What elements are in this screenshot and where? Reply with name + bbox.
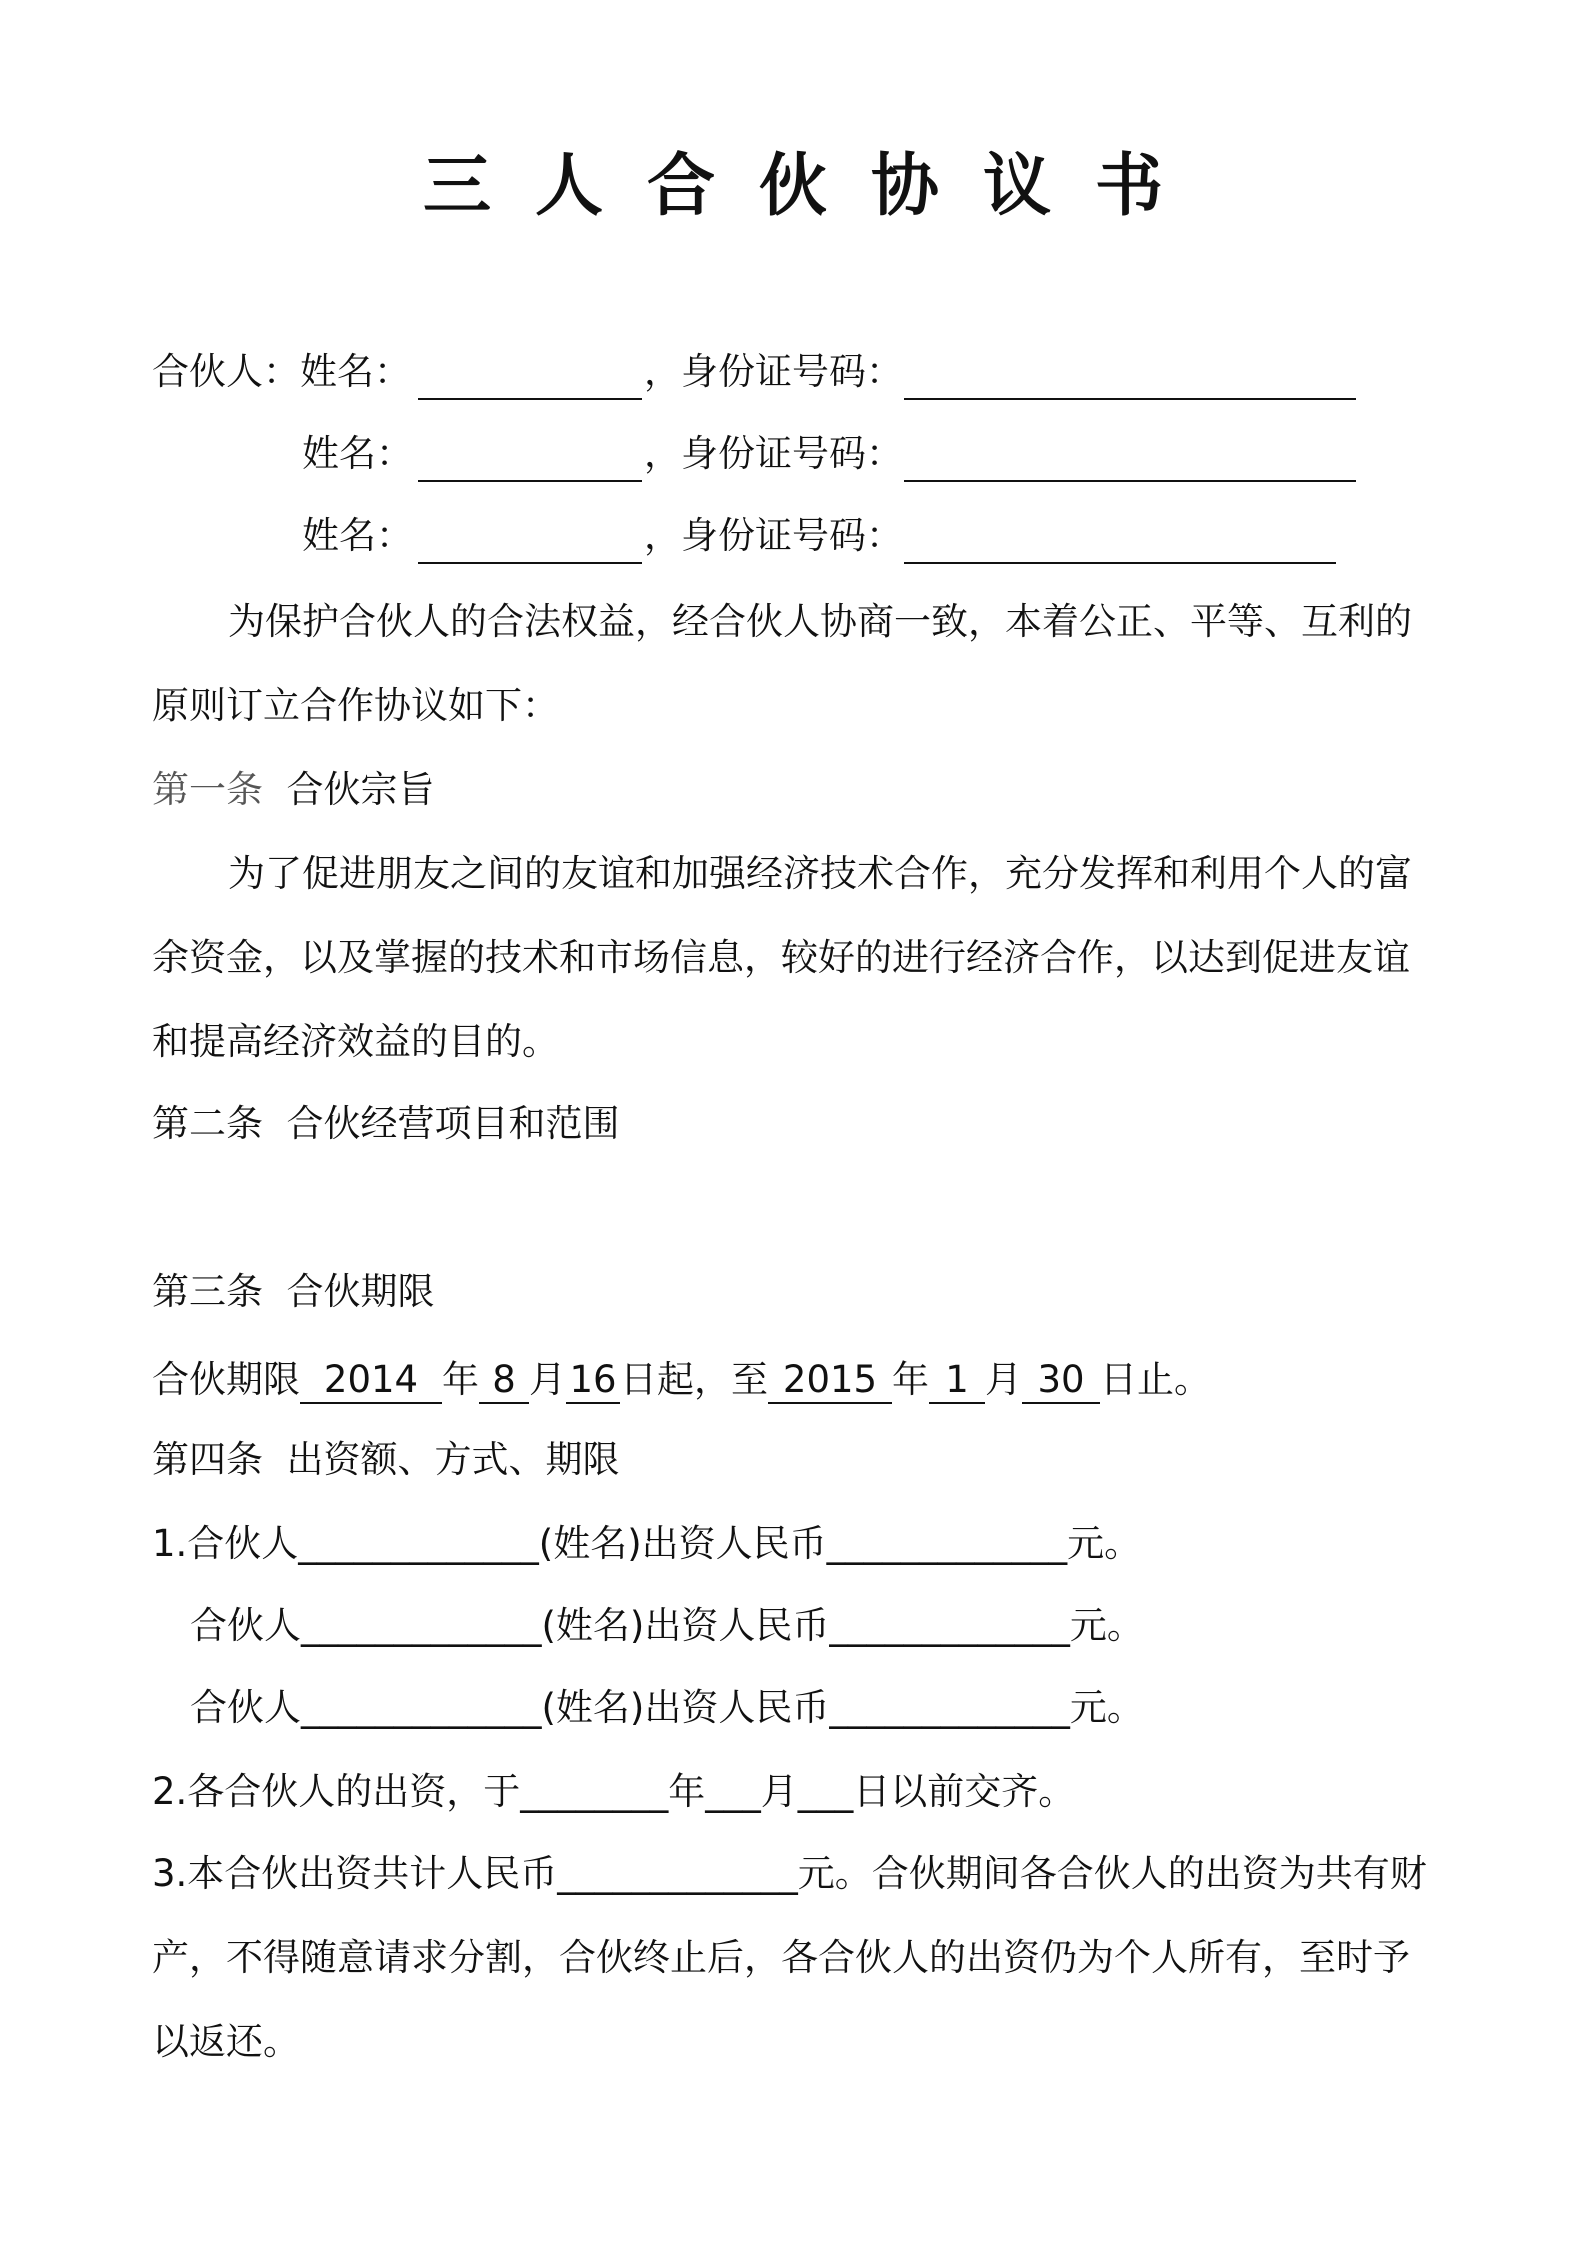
total-contribution-line-2: 产，不得随意请求分割，合伙终止后，各合伙人的出资仍为个人所有，至时予: [152, 1936, 1410, 1979]
name-label: 姓名：: [302, 432, 413, 475]
total-contribution-line-3: 以返还。: [152, 2020, 300, 2063]
article-3-heading: [152, 1266, 435, 1318]
article-1-line-3: 和提高经济效益的目的。: [152, 1020, 559, 1063]
term-prefix: 合伙期限: [152, 1358, 300, 1401]
article-1-line-1: 为了促进朋友之间的友谊和加强经济技术合作，充分发挥和利用个人的富: [228, 852, 1412, 895]
partner-1-name-blank[interactable]: [418, 358, 642, 400]
article-4-number: 第四条: [152, 1438, 263, 1481]
partner-3-name-blank[interactable]: [418, 522, 642, 564]
contribution-line-2: 合伙人_____________(姓名)出资人民币_____________元。: [190, 1604, 1144, 1647]
term-until-label: 日止。: [1100, 1358, 1211, 1401]
article-2-number: 第二条: [152, 1102, 263, 1145]
article-3-title: 合伙期限: [286, 1270, 435, 1313]
term-month-label-2: 月: [985, 1358, 1022, 1401]
contribution-line-1: 1.合伙人_____________(姓名)出资人民币_____________元。: [152, 1522, 1142, 1565]
term-start-year[interactable]: 2014: [300, 1358, 442, 1404]
partner-3-id-blank[interactable]: [904, 522, 1336, 564]
document-title: 三人合伙协议书: [422, 147, 1207, 226]
article-4-title: 出资额、方式、期限: [286, 1438, 620, 1481]
term-end-month[interactable]: 1: [929, 1358, 985, 1404]
article-4-heading: [152, 1434, 620, 1486]
article-3-number: 第三条: [152, 1270, 263, 1313]
name-label: 姓名：: [302, 514, 413, 557]
article-1-number: 第一条: [152, 768, 263, 811]
partner-2-name-blank[interactable]: [418, 440, 642, 482]
id-label: ，身份证号码：: [644, 432, 903, 475]
partner-2-id-blank[interactable]: [904, 440, 1356, 482]
id-label: ，身份证号码：: [644, 514, 903, 557]
article-1-title: 合伙宗旨: [286, 768, 435, 811]
article-2-title: 合伙经营项目和范围: [286, 1102, 620, 1145]
term-start-month[interactable]: 8: [479, 1358, 529, 1404]
article-1-line-2: 余资金，以及掌握的技术和市场信息，较好的进行经济合作，以达到促进友谊: [152, 936, 1410, 979]
article-2-heading: [152, 1098, 620, 1150]
article-1-heading: [152, 764, 435, 816]
intro-line-2: 原则订立合作协议如下：: [152, 684, 559, 727]
term-end-day[interactable]: 30: [1022, 1358, 1100, 1404]
term-from-label: 日起，至: [620, 1358, 768, 1401]
partners-label: 合伙人：: [152, 350, 300, 393]
contribution-line-3: 合伙人_____________(姓名)出资人民币_____________元。: [190, 1686, 1144, 1729]
term-month-label: 月: [529, 1358, 566, 1401]
name-label: 姓名：: [300, 350, 411, 393]
term-year-label: 年: [442, 1358, 479, 1401]
term-year-label-2: 年: [892, 1358, 929, 1401]
partner-row-1: [152, 346, 411, 398]
id-label: ，身份证号码：: [644, 350, 903, 393]
term-end-year[interactable]: 2015: [768, 1358, 892, 1404]
term-start-day[interactable]: 16: [566, 1358, 620, 1404]
intro-line-1: 为保护合伙人的合法权益，经合伙人协商一致，本着公正、平等、互利的: [228, 600, 1412, 643]
partner-1-id-blank[interactable]: [904, 358, 1356, 400]
term-line: [152, 1354, 1211, 1406]
total-contribution-line-1: 3.本合伙出资共计人民币_____________元。合伙期间各合伙人的出资为共有财: [152, 1852, 1427, 1895]
contribution-deadline: 2.各合伙人的出资，于________年___月___日以前交齐。: [152, 1770, 1076, 1813]
